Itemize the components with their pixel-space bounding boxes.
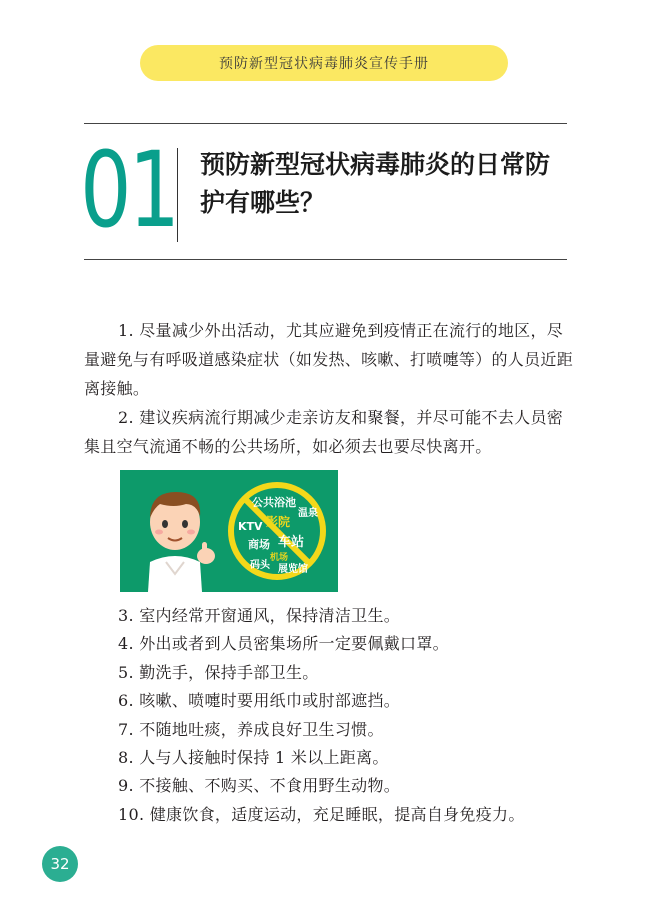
place-label: 温泉 [298,508,318,519]
list-item: 3. 室内经常开窗通风，保持清洁卫生。 [118,606,401,625]
illustration-graphic [120,470,338,592]
list-item: 9. 不接触、不购买、不食用野生动物。 [118,776,401,796]
place-label: 商场 [248,538,270,551]
list-item: 5. 勤洗手，保持手部卫生。 [118,662,319,682]
paragraph-2: 2. 建议疾病流行期减少走亲访友和聚餐，并尽可能不去人员密集且空气流通不畅的公共场所，如必须去也要尽快离开。 [84,408,564,456]
header-title: 预防新型冠状病毒肺炎宣传手册 [219,56,429,72]
title-separator [177,148,178,242]
page-number: 32 [42,846,78,882]
place-label: 展览馆 [278,564,308,575]
bottom-divider [84,259,567,260]
illustration-avoid-crowds [120,470,338,592]
place-label: KTV [238,520,263,533]
list-item: 6. 咳嗽、喷嚏时要用纸巾或肘部遮挡。 [118,691,401,711]
header-banner [140,45,508,81]
place-label: 码头 [250,560,270,571]
list-item: 7. 不随地吐痰，养成良好卫生习惯。 [118,719,384,739]
paragraph-1: 1. 尽量减少外出活动，尤其应避免到疫情正在流行的地区，尽量避免与有呼吸道感染症状（如发热、咳嗽、打喷嚏等）的人员近距离接触。 [84,321,574,398]
list-item: 4. 外出或者到人员密集场所一定要佩戴口罩。 [118,634,449,654]
chapter-number: 01 [80,129,177,251]
place-label: 机场 [270,553,289,563]
tips-list [118,602,525,829]
place-label: 公共浴池 [252,496,296,509]
list-item: 8. 人与人接触时保持 1 米以上距离。 [118,748,389,768]
place-label: 影院 [266,515,291,529]
list-item: 10. 健康饮食，适度运动，充足睡眠，提高自身免疫力。 [118,804,525,824]
person-figure [148,492,215,592]
top-divider [84,123,567,124]
chapter-title: 预防新型冠状病毒肺炎的日常防护有哪些？ [200,150,551,217]
place-label: 车站 [278,535,305,550]
